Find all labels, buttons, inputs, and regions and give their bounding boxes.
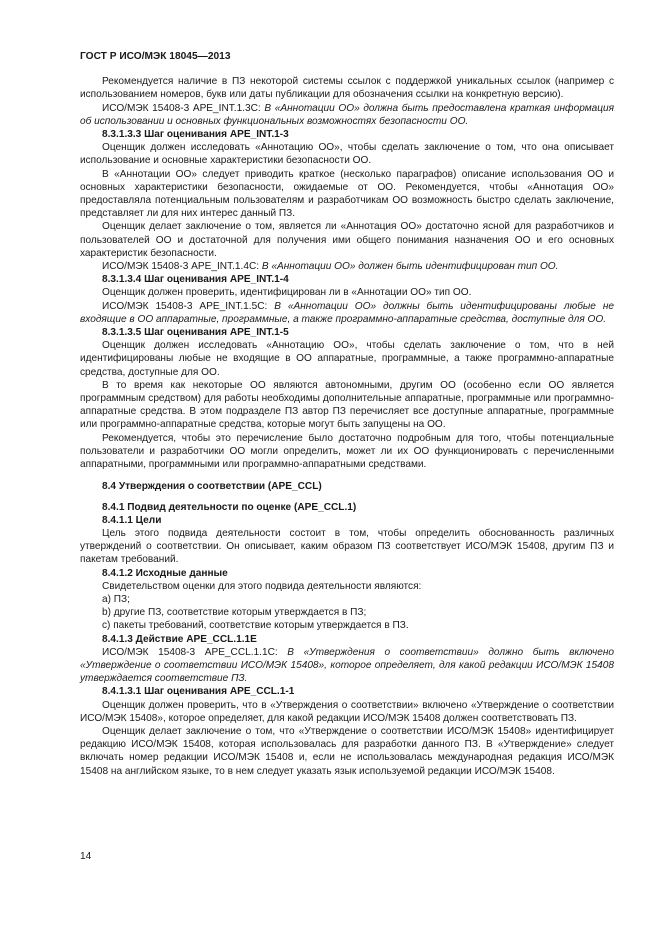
paragraph: Рекомендуется наличие в ПЗ некоторой системы ссылок с поддержкой уникальных ссылок (например с использованием номеров, букв или даты публикации для обозначения ссылки на конкретную версию). bbox=[80, 76, 614, 101]
requirement-ref: ИСО/МЭК 15408-3 APE_CCL.1.1C: bbox=[102, 646, 288, 658]
requirement-paragraph bbox=[80, 102, 614, 128]
heading-8-4-1-3: 8.4.1.3 Действие APE_CCL.1.1E bbox=[102, 633, 257, 645]
heading-8-3-1-3-3: 8.3.1.3.3 Шаг оценивания APE_INT.1-3 bbox=[102, 129, 289, 141]
requirement-ref: ИСО/МЭК 15408-3 APE_INT.1.3C: bbox=[102, 102, 265, 114]
paragraph: Рекомендуется, чтобы это перечисление было достаточно подробным для того, чтобы потенциальные пользователи и разработчики ОО могли определить, может ли их ОО функционировать с перечисленными аппаратными, программными или программно-аппаратными средствами. bbox=[80, 432, 614, 471]
heading-8-3-1-3-5: 8.3.1.3.5 Шаг оценивания APE_INT.1-5 bbox=[102, 327, 289, 339]
heading-8-4: 8.4 Утверждения о соответствии (APE_CCL) bbox=[102, 481, 322, 493]
heading-8-4-1: 8.4.1 Подвид деятельности по оценке (APE_CCL.1) bbox=[102, 501, 357, 513]
paragraph: Оценщик должен исследовать «Аннотацию ОО», чтобы сделать заключение о том, что в ней идентифицированы любые не входящие в ОО аппаратные, программные, а также программно-аппаратные средства, доступные для ОО. bbox=[80, 340, 614, 378]
requirement-paragraph bbox=[80, 646, 614, 686]
requirement-text: В «Утверждения о соответствии» должно быть включено «Утверждение о соответствии ИСО/МЭК 15408», которое определяет, для какой редакции ИСО/МЭК 15408 утверждается соответствие ПЗ. bbox=[80, 646, 614, 685]
page-number: 14 bbox=[80, 851, 92, 862]
paragraph: Оценщик должен проверить, идентифицирован ли в «Аннотации ОО» тип ОО. bbox=[102, 287, 472, 299]
paragraph: В то время как некоторые ОО являются автономными, другим ОО (особенно если ОО является программным средством) для работы необходимы дополнительные аппаратные, программные или программно-аппаратные средства. В этом подразделе ПЗ автор ПЗ перечисляет все доступные аппаратные, программные или программно-аппаратные средства, которые могут быть запущены на ОО. bbox=[80, 379, 614, 431]
requirement-text: В «Аннотации ОО» должна быть предоставлена краткая информация об использовании и основных функциональных возможностях безопасности ОО. bbox=[80, 102, 615, 127]
heading-8-4-1-3-1: 8.4.1.3.1 Шаг оценивания APE_CCL.1-1 bbox=[102, 686, 295, 698]
requirement-ref: ИСО/МЭК 15408-3 APE_INT.1.5C: bbox=[102, 300, 275, 312]
requirement-text: В «Аннотации ОО» должны быть идентифицированы любые не входящие в ОО аппаратные, программные, а также программно-аппаратные средства, доступные для ОО. bbox=[80, 300, 615, 325]
paragraph: Оценщик должен проверить, что в «Утверждения о соответствии» включено «Утверждение о соответствии ИСО/МЭК 15408», которое определяет, для какой редакции ИСО/МЭК 15408 должен соответствовать ПЗ. bbox=[80, 699, 614, 724]
paragraph: Оценщик делает заключение о том, что «Утверждение о соответствии ИСО/МЭК 15408» идентифицирует редакцию ИСО/МЭК 15408, которая использовалась для разработки данного ПЗ. В «Утверждение» следует включать номер редакции ИСО/МЭК 15408 и, если не использовалась международная редакция ИСО/МЭК 15408 на английском языке, то в нем следует указать язык используемой редакции ИСО/МЭК 15408. bbox=[80, 725, 614, 777]
requirement-ref: ИСО/МЭК 15408-3 APE_INT.1.4C: bbox=[102, 261, 262, 273]
document-header: ГОСТ Р ИСО/МЭК 18045—2013 bbox=[80, 51, 231, 62]
heading-8-3-1-3-4: 8.3.1.3.4 Шаг оценивания APE_INT.1-4 bbox=[102, 274, 289, 286]
list-item: b) другие ПЗ, соответствие которым утверждается в ПЗ; bbox=[102, 607, 367, 619]
paragraph: Свидетельством оценки для этого подвида деятельности являются: bbox=[102, 580, 422, 592]
list-item: c) пакеты требований, соответствие которым утверждается в ПЗ. bbox=[102, 620, 409, 632]
paragraph: Оценщик делает заключение о том, является ли «Аннотация ОО» достаточно ясной для разработчиков и пользователей ОО и достаточной для получения ими общего понимания назначения ОО и его основных характеристик безопасности. bbox=[80, 221, 614, 259]
requirement-paragraph bbox=[80, 300, 614, 326]
paragraph: В «Аннотации ОО» следует приводить краткое (несколько параграфов) описание использования ОО и основных характеристики безопасности, ожидаемые от ОО. Рекомендуется, чтобы «Аннотация ОО» предоставляла потенциальным пользователям и разработчикам ОО возможность быстро сделать заключение, представляет ли для них интерес данный ПЗ. bbox=[80, 168, 614, 220]
paragraph: Оценщик должен исследовать «Аннотацию ОО», чтобы сделать заключение о том, что она описывает использование и основные характеристики безопасности ОО. bbox=[80, 142, 614, 167]
list-item: a) ПЗ; bbox=[102, 593, 130, 605]
paragraph: Цель этого подвида деятельности состоит в том, чтобы определить обоснованность различных утверждений о соответствии. Он описывает, каким образом ПЗ соответствует ИСО/МЭК 15408, другим ПЗ и пакетам требований. bbox=[80, 527, 614, 566]
heading-8-4-1-1: 8.4.1.1 Цели bbox=[102, 514, 162, 526]
heading-8-4-1-2: 8.4.1.2 Исходные данные bbox=[102, 567, 228, 579]
requirement-text: В «Аннотации ОО» должен быть идентифицирован тип ОО. bbox=[261, 261, 559, 273]
requirement-paragraph bbox=[80, 260, 614, 273]
